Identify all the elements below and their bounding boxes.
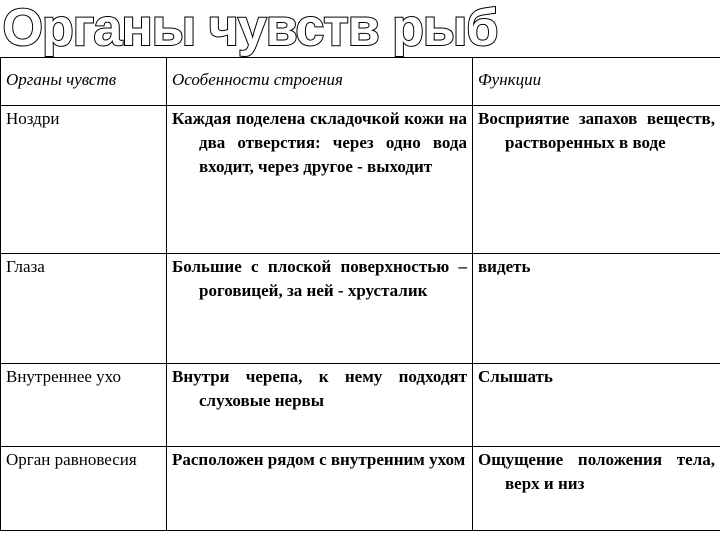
function-text: Ощущение положения тела, верх и низ: [478, 450, 715, 493]
table-row: [1, 106, 720, 254]
table-row: [1, 254, 720, 364]
header-cell-structure: [167, 58, 473, 106]
structure-text: Внутри черепа, к нему подходят слуховые нервы: [172, 367, 467, 410]
organ-name: Орган равновесия: [6, 450, 137, 469]
function-cell: [473, 106, 720, 254]
sense-organs-table: [0, 57, 720, 531]
organ-cell: [1, 254, 167, 364]
table-row: [1, 364, 720, 447]
function-text: Слышать: [478, 367, 553, 386]
structure-text: Каждая поделена складочкой кожи на два отверстия: через одно вода входит, через другое - выходит: [172, 109, 467, 176]
function-text: видеть: [478, 257, 531, 276]
organ-name: Глаза: [6, 257, 45, 276]
table-header-row: [1, 58, 720, 106]
organ-cell: [1, 364, 167, 447]
structure-text: Расположен рядом с внутренним ухом: [172, 450, 466, 469]
function-cell: [473, 254, 720, 364]
header-cell-functions: [473, 58, 720, 106]
function-cell: [473, 364, 720, 447]
header-label: Особенности строения: [172, 70, 343, 89]
page-title: Органы чувств рыб: [2, 0, 498, 57]
structure-cell: [167, 447, 473, 531]
organ-name: Внутреннее ухо: [6, 367, 122, 386]
structure-cell: [167, 364, 473, 447]
header-label: Органы чувств: [6, 70, 117, 89]
function-cell: [473, 447, 720, 531]
header-cell-organs: [1, 58, 167, 106]
organ-name: Ноздри: [6, 109, 60, 128]
organ-cell: [1, 106, 167, 254]
table-row: [1, 447, 720, 531]
structure-cell: [167, 106, 473, 254]
function-text: Восприятие запахов веществ, растворенных в воде: [478, 109, 715, 152]
header-label: Функции: [478, 70, 542, 89]
organ-cell: [1, 447, 167, 531]
structure-cell: [167, 254, 473, 364]
structure-text: Большие с плоской поверхностью – роговицей, за ней - хрусталик: [172, 257, 467, 300]
